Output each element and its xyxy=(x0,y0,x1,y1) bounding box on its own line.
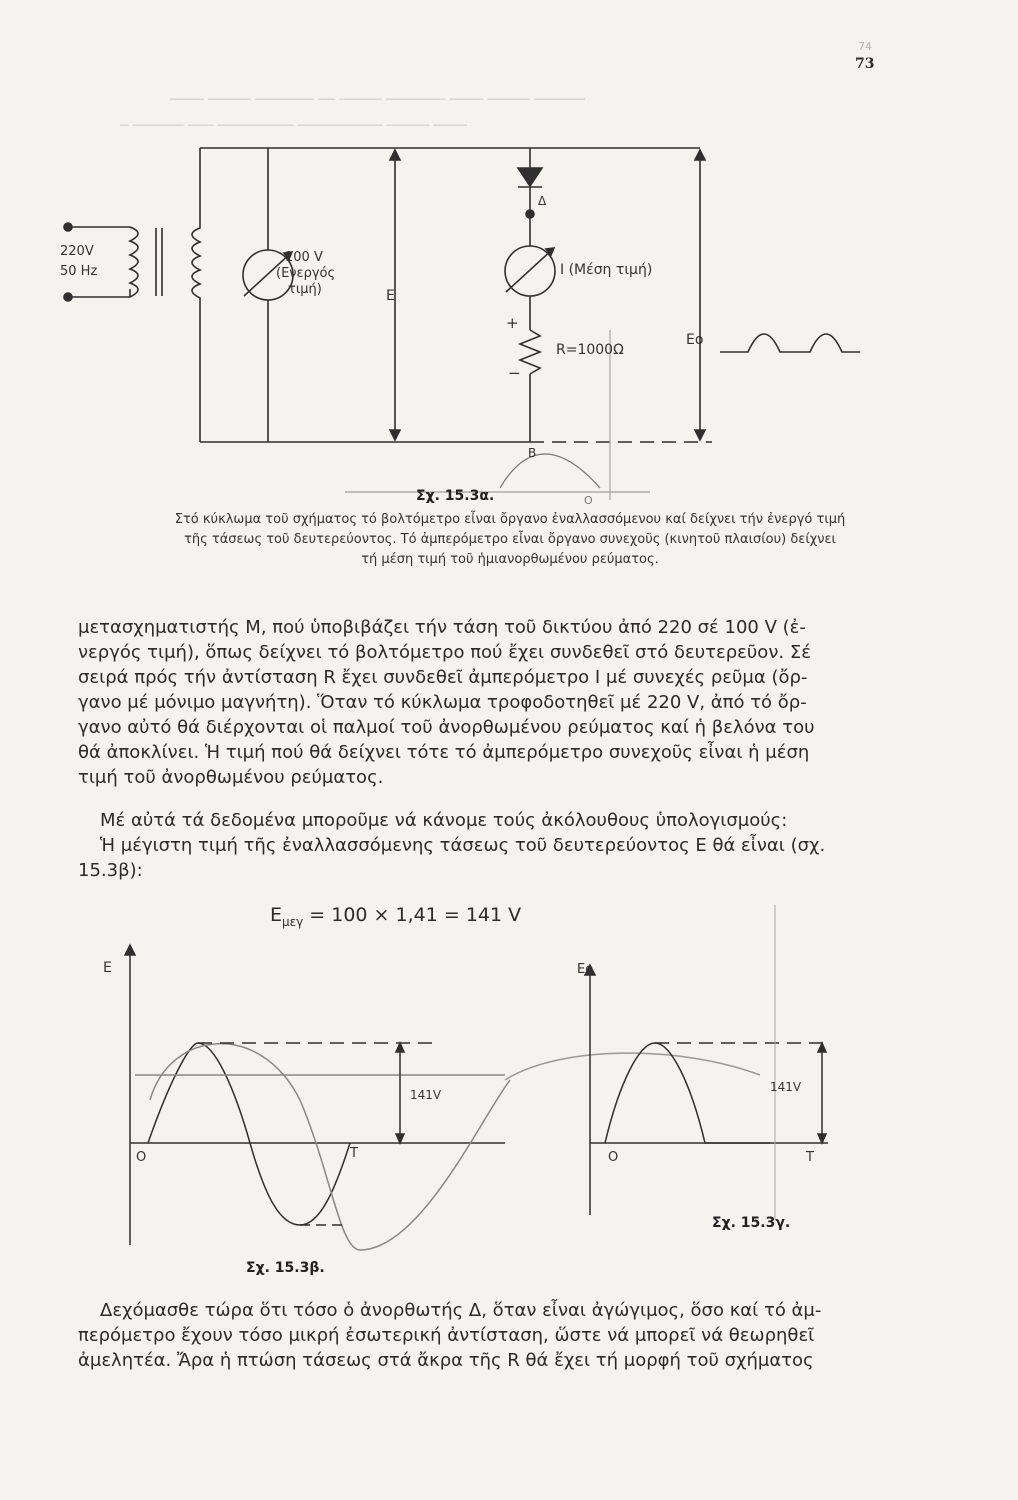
figure-15-3b-label: Σχ. 15.3β. xyxy=(246,1260,325,1276)
text-line: τιμή τοῦ ἀνορθωμένου ρεύματος. xyxy=(78,767,384,788)
text-line: γανο μέ μόνιμο μαγνήτη). Ὅταν τό κύκλωμα τροφοδοτηθεῖ μέ 220 V, ἀπό τό ὄρ- xyxy=(78,692,807,713)
resistor-label: R=1000Ω xyxy=(556,342,624,358)
max-voltage-formula xyxy=(270,904,521,929)
figure-caption xyxy=(40,510,980,570)
secondary-coil xyxy=(192,148,200,442)
primary-coil xyxy=(130,227,138,297)
bleed-through-text: ──── ───── ────────── ───────── ─── ────── ─ xyxy=(120,118,467,134)
figure-15-3g-label: Σχ. 15.3γ. xyxy=(712,1215,791,1231)
text-line: σειρά πρός τήν ἀντίσταση R ἔχει συνδεθεῖ ἀμπερόμετρο I μέ συνεχές ρεῦμα (ὄρ- xyxy=(78,667,808,688)
sine-wave xyxy=(148,1043,350,1225)
faint-page-number: 74 xyxy=(858,40,872,53)
voltmeter-value-label: 100 V xyxy=(285,250,323,265)
origin-label: O xyxy=(136,1150,147,1165)
e-voltage-label: E xyxy=(386,288,395,304)
paragraph-1 xyxy=(78,615,893,790)
half-wave xyxy=(605,1043,770,1143)
caption-line: τή μέση τιμή τοῦ ἡμιανορθωμένου ρεύματος. xyxy=(361,552,659,567)
diode xyxy=(518,168,542,186)
eo-label: Eo xyxy=(686,332,704,348)
origin-label-g: O xyxy=(608,1150,619,1165)
paragraph-2 xyxy=(78,808,893,883)
amplitude-label-g: 141V xyxy=(770,1080,802,1094)
page-number: 73 xyxy=(855,56,875,72)
voltmeter-type-label: (Ενεργός xyxy=(276,266,336,281)
amplitude-label: 141V xyxy=(410,1088,442,1102)
figure-15-3a-label: Σχ. 15.3α. xyxy=(416,488,495,504)
source-frequency-label: 50 Hz xyxy=(60,264,98,279)
text-line: Μέ αὐτά τά δεδομένα μποροῦμε νά κάνομε τούς ἀκόλουθους ὑπολογισμούς: xyxy=(100,810,788,831)
caption-line: τῆς τάσεως τοῦ δευτερεύοντος. Τό ἀμπερόμετρο εἶναι ὄργανο συνεχοῦς (κινητοῦ πλαισίου) δείχνει xyxy=(184,532,836,547)
caption-line: Στό κύκλωμα τοῦ σχήματος τό βολτόμετρο εἶναι ὄργανο ἐναλλασσόμενου καί δείχνει τήν ἐνεργό τιμή xyxy=(174,512,846,527)
source-voltage-label: 220V xyxy=(60,244,94,259)
diode-label: Δ xyxy=(538,194,547,208)
text-line: ἀμελητέα. Ἄρα ἡ πτώση τάσεως στά ἄκρα τῆς R θά ἔχει τή μορφή τοῦ σχήματος xyxy=(78,1350,814,1371)
text-line: θά ἀποκλίνει. Ἡ τιμή πού θά δείχνει τότε τό ἀμπερόμετρο συνεχοῦς εἶναι ἡ μέση xyxy=(78,742,810,763)
text-line: περόμετρο ἔχουν τόσο μικρή ἐσωτερική ἀντίσταση, ὥστε νά μπορεῖ νά θεωρηθεῖ xyxy=(78,1325,815,1346)
resistor xyxy=(520,330,540,374)
axis-e-label: E xyxy=(103,960,112,976)
b-label: B xyxy=(528,446,537,460)
source-terminals xyxy=(64,223,130,301)
axis-eo-label: Eo xyxy=(577,962,594,977)
text-line: Δεχόμασθε τώρα ὅτι τόσο ὁ ἀνορθωτής Δ, ὅταν εἶναι ἀγώγιμος, ὅσο καί τό ἀμ- xyxy=(100,1300,822,1321)
plus-sign: + xyxy=(506,314,519,332)
text-line: γανο αὐτό θά διέρχονται οἱ παλμοί τοῦ ἀνορθωμένου ρεύματος καί ἡ βελόνα του xyxy=(78,717,815,738)
pulse-waveform xyxy=(720,334,860,352)
voltmeter-type-label-2: τιμή) xyxy=(288,282,322,297)
period-label: T xyxy=(350,1146,358,1161)
formula-subscript: μεγ xyxy=(282,914,304,929)
minus-sign: − xyxy=(508,364,521,382)
formula-lhs: E xyxy=(270,904,283,926)
ammeter-label: I (Μέση τιμή) xyxy=(560,262,653,278)
period-label-g: T xyxy=(806,1150,814,1165)
text-line: 15.3β): xyxy=(78,860,143,881)
formula-rhs: = 100 × 1,41 = 141 V xyxy=(303,904,522,926)
paragraph-3 xyxy=(78,1298,893,1373)
figure-15-3g xyxy=(585,905,830,1220)
bleed-through-text: ────── ───── ──── ─────── ───── ── ─────── ───── ──── xyxy=(170,92,585,108)
figure-15-3b xyxy=(125,945,760,1250)
o-label: O xyxy=(584,494,593,507)
text-line: Ἡ μέγιστη τιμή τῆς ἐναλλασσόμενης τάσεως τοῦ δευτερεύοντος E θά εἶναι (σχ. xyxy=(100,835,826,856)
text-line: νεργός τιμή), ὅπως δείχνει τό βολτόμετρο πού ἔχει συνδεθεῖ στό δευτερεῦον. Σέ xyxy=(78,642,811,663)
text-line: μετασχηματιστής M, πού ὑποβιβάζει τήν τάση τοῦ δικτύου ἀπό 220 σέ 100 V (ἐ- xyxy=(78,617,806,638)
